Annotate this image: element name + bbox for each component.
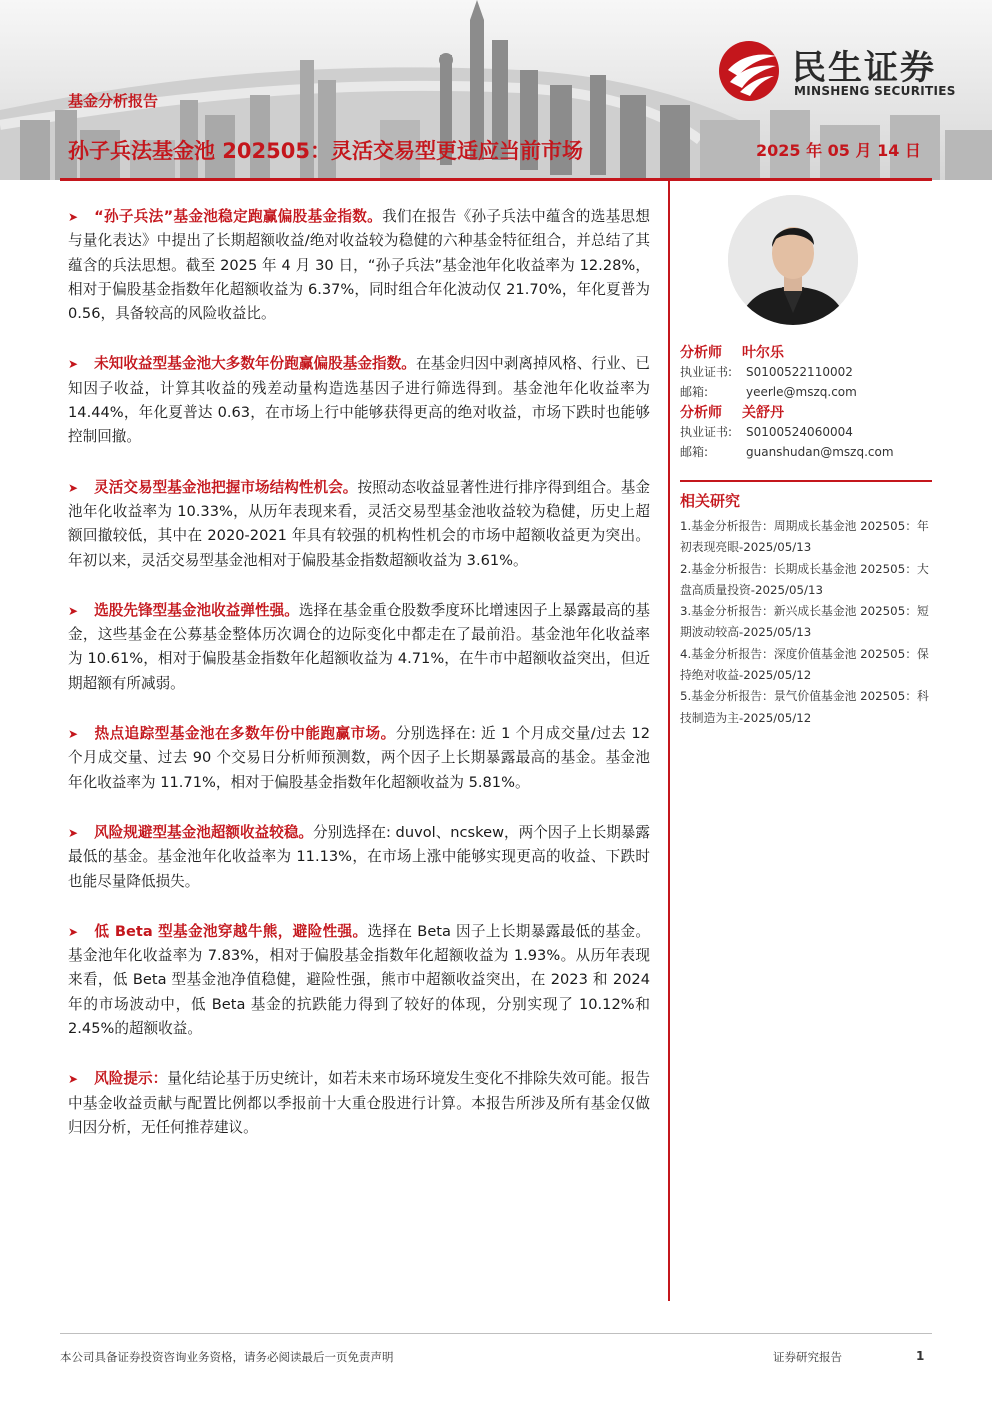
minsheng-logo-icon xyxy=(718,40,784,102)
bullet-arrow-icon: ➤ xyxy=(68,825,79,840)
related-research-list xyxy=(680,516,932,729)
brand-name-en: MINSHENG SECURITIES xyxy=(794,84,956,98)
analyst-email-link[interactable]: yeerle@mszq.com xyxy=(746,385,857,399)
paragraph-lead: 低 Beta 型基金池穿越牛熊，避险性强。 xyxy=(94,922,368,940)
risk-warning-paragraph xyxy=(68,1067,650,1140)
analyst-name: 叶尔乐 xyxy=(742,345,784,361)
footer-disclaimer: 本公司具备证券投资咨询业务资格，请务必阅读最后一页免责声明 xyxy=(60,1350,394,1364)
analyst-role: 分析师 xyxy=(680,405,722,421)
analyst-name: 关舒丹 xyxy=(742,405,784,421)
email-label: 邮箱: xyxy=(680,385,709,399)
paragraph-body: 在基金归因中剥离掉风格、行业、已知因子收益，计算其收益的残差动量构造选基因子进行筛选得到。基金池年化收益率为 14.44%，年化夏普达 0.63，在市场上行中能够获得更高的绝对收益，市场下跌时也能够控制回撤。 xyxy=(68,355,650,446)
analyst-role: 分析师 xyxy=(680,345,722,361)
related-research-item[interactable]: 5.基金分析报告：景气价值基金池 202505：科技制造为主-2025/05/12 xyxy=(680,689,929,725)
summary-paragraph xyxy=(68,920,650,1041)
analyst-photo-image xyxy=(728,195,858,325)
bullet-arrow-icon: ➤ xyxy=(68,480,79,495)
paragraph-lead: 灵活交易型基金池把握市场结构性机会。 xyxy=(94,478,358,496)
paragraph-body: 选择在基金重仓股数季度环比增速因子上暴露最高的基金，这些基金在公募基金整体历次调仓的边际变化中都走在了最前沿。基金池年化收益率为 10.61%，相对于偏股基金指数年化超额收益为 4.71%，在牛市中超额收益突出，但近期超额有所减弱。 xyxy=(68,601,650,692)
related-research-title: 相关研究 xyxy=(680,492,741,510)
summary-paragraph xyxy=(68,722,650,795)
brand-name-cn: 民生证券 xyxy=(792,48,936,88)
related-research-item[interactable]: 1.基金分析报告：周期成长基金池 202505：年初表现亮眼-2025/05/13 xyxy=(680,519,929,555)
summary-paragraph xyxy=(68,476,650,573)
sidebar-divider xyxy=(680,480,932,482)
related-research-item[interactable]: 2.基金分析报告：长期成长基金池 202505：大盘高质量投资-2025/05/13 xyxy=(680,561,929,597)
bullet-arrow-icon: ➤ xyxy=(68,357,79,372)
paragraph-lead: 风险提示： xyxy=(94,1070,168,1088)
paragraph-body: 分别选择在: 近 1 个月成交量/过去 12 个月成交量、过去 90 个交易日分析师预测数，两个因子上长期暴露最高的基金。基金池年化收益率为 11.71%，相对于偏股基金指数年化超额收益为 5.81%。 xyxy=(68,725,650,791)
paragraph-body: 按照动态收益显著性进行排序得到组合。基金池年化收益率为 10.33%，从历年表现来看，灵活交易型基金池收益较为稳健，历史上超额回撤较低，其中在 2020-2021 年具有较强的机构性机会的市场中超额收益更为突出。年初以来，灵活交易型基金池相对于偏股基金指数超额收益为 3.61%。 xyxy=(68,478,650,569)
email-label: 邮箱: xyxy=(680,445,709,459)
related-research-item[interactable]: 3.基金分析报告：新兴成长基金池 202505：短期波动较高-2025/05/13 xyxy=(680,604,929,640)
cert-number: S0100522110002 xyxy=(746,365,853,379)
paragraph-body: 量化结论基于历史统计，如若未来市场环境发生变化不排除失效可能。报告中基金收益贡献与配置比例都以季报前十大重仓股进行计算。本报告所涉及所有基金仅做归因分析，无任何推荐建议。 xyxy=(68,1070,650,1136)
paragraph-lead: 选股先锋型基金池收益弹性强。 xyxy=(94,601,299,619)
paragraph-lead: 风险规避型基金池超额收益较稳。 xyxy=(94,823,314,841)
cert-label: 执业证书: xyxy=(680,425,733,439)
summary-paragraph xyxy=(68,352,650,449)
report-date: 2025 年 05 月 14 日 xyxy=(756,141,921,160)
paragraph-lead: 热点追踪型基金池在多数年份中能跑赢市场。 xyxy=(94,725,396,743)
brand-logo xyxy=(718,40,968,102)
analyst-card xyxy=(680,402,932,462)
header-banner xyxy=(0,0,992,180)
analyst-email-link[interactable]: guanshudan@mszq.com xyxy=(746,445,894,459)
page-number: 1 xyxy=(916,1349,925,1363)
related-research-item[interactable]: 4.基金分析报告：深度价值基金池 202505：保持绝对收益-2025/05/12 xyxy=(680,646,929,683)
summary-paragraph xyxy=(68,821,650,894)
bullet-arrow-icon: ➤ xyxy=(68,727,79,742)
paragraph-lead: “孙子兵法”基金池稳定跑赢偏股基金指数。 xyxy=(94,208,383,225)
paragraph-lead: 未知收益型基金池大多数年份跑赢偏股基金指数。 xyxy=(94,355,416,373)
summary-paragraph xyxy=(68,599,650,696)
paragraph-body: 选择在 Beta 因子上长期暴露最低的基金。基金池年化收益率为 7.83%，相对于偏股基金指数年化超额收益为 1.93%。从历年表现来看，低 Beta 型基金池净值稳健，避险性强，熊市中超额收益突出，在 2023 和 2024 年的市场波动中，低 Beta 基金的抗跌能力得到了较好的体现，分别实现了 10.12%和 2.45%的超额收益。 xyxy=(68,922,650,1038)
report-type-label: 基金分析报告 xyxy=(68,92,159,110)
column-divider xyxy=(668,181,670,1301)
analyst-avatar xyxy=(728,195,858,325)
header-divider xyxy=(60,178,932,181)
footer-doc-type: 证券研究报告 xyxy=(773,1350,842,1364)
bullet-arrow-icon: ➤ xyxy=(68,210,79,224)
analyst-card xyxy=(680,342,932,402)
paragraph-body: 分别选择在: duvol、ncskew，两个因子上长期暴露最低的基金。基金池年化收益率为 11.13%，在市场上涨中能够实现更高的收益、下跌时也能尽量降低损失。 xyxy=(68,823,650,890)
footer-divider xyxy=(60,1333,932,1334)
paragraph-body: 我们在报告《孙子兵法中蕴含的选基思想与量化表达》中提出了长期超额收益/绝对收益较为稳健的六种基金特征组合，并总结了其蕴含的兵法思想。截至 2025 年 4 月 30 日，“孙子兵法”基金池年化收益率为 12.28%，相对于偏股基金指数年化超额收益为 6.37%，同时组合年化波动仅 21.70%，年化夏普为 0.56，具备较高的风险收益比。 xyxy=(68,208,650,323)
summary-section xyxy=(68,205,650,1166)
cert-label: 执业证书: xyxy=(680,365,733,379)
cert-number: S0100524060004 xyxy=(746,425,853,439)
bullet-arrow-icon: ➤ xyxy=(68,603,79,618)
report-title: 孙子兵法基金池 202505：灵活交易型更适应当前市场 xyxy=(68,139,583,163)
summary-paragraph xyxy=(68,205,650,326)
bullet-arrow-icon: ➤ xyxy=(68,924,79,939)
bullet-arrow-icon: ➤ xyxy=(68,1072,79,1087)
